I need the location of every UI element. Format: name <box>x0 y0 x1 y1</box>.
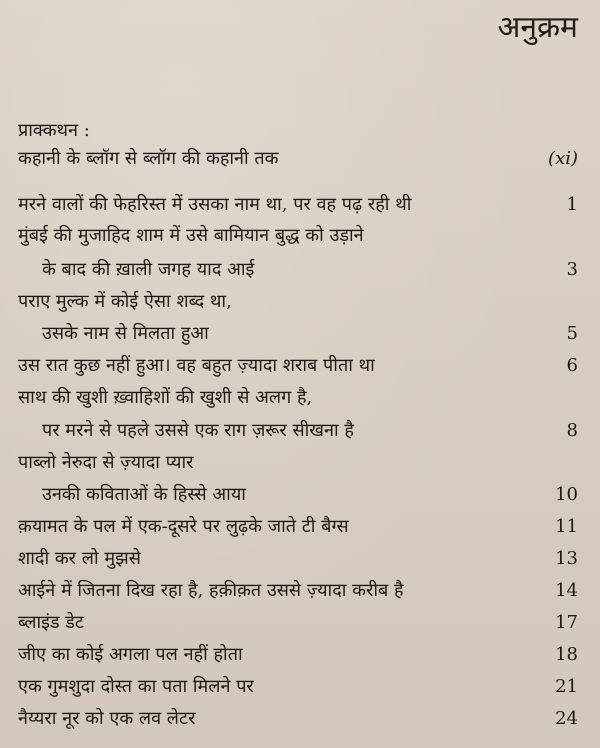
toc-row <box>18 256 578 284</box>
toc-row <box>18 288 578 316</box>
section-label: प्राक्कथन : <box>18 120 90 141</box>
toc-row <box>18 384 578 412</box>
toc-row <box>18 641 578 669</box>
toc-row <box>18 545 578 573</box>
toc-row <box>18 705 578 733</box>
toc-page: 5 <box>566 323 578 344</box>
toc-page: 14 <box>555 580 578 601</box>
toc-title: आईने में जितना दिख रहा है, हक़ीक़त उससे ज़्यादा करीब है <box>18 580 404 601</box>
toc-title: पर मरने से पहले उससे एक राग ज़रूर सीखना है <box>42 420 354 441</box>
toc-title: नैय्यरा नूर को एक लव लेटर <box>18 708 196 729</box>
toc-page: 6 <box>566 355 578 376</box>
toc-row <box>18 609 578 637</box>
toc-title: पाब्लो नेरुदा से ज़्यादा प्यार <box>18 452 194 473</box>
toc-row <box>18 352 578 380</box>
toc-title: जीए का कोई अगला पल नहीं होता <box>18 644 243 665</box>
toc-row <box>18 222 578 250</box>
toc-title: कहानी के ब्लॉग से ब्लॉग की कहानी तक <box>18 148 279 169</box>
toc-page: 13 <box>555 548 578 569</box>
toc-page: 1 <box>566 194 578 215</box>
toc-row <box>18 191 578 219</box>
toc-row <box>18 673 578 701</box>
toc-title: साथ की खुशी ख़्वाहिशों की खुशी से अलग है, <box>18 387 313 408</box>
toc-page: 18 <box>555 644 578 665</box>
toc-row <box>18 481 578 509</box>
toc-title: उसके नाम से मिलता हुआ <box>42 323 209 344</box>
toc-title: ब्लाइंड डेट <box>18 612 85 633</box>
toc-row <box>18 577 578 605</box>
toc-page: 17 <box>555 612 578 633</box>
toc-title: मरने वालों की फेहरिस्त में उसका नाम था, पर वह पढ़ रही थी <box>18 194 412 215</box>
toc-row <box>18 417 578 445</box>
toc-page: 21 <box>555 676 578 697</box>
toc-page: 10 <box>555 484 578 505</box>
toc-row <box>18 145 578 173</box>
toc-page: 8 <box>566 420 578 441</box>
toc-title: मुंबई की मुजाहिद शाम में उसे बामियान बुद्ध को उड़ाने <box>18 225 364 246</box>
toc-title: एक गुमशुदा दोस्त का पता मिलने पर <box>18 676 254 697</box>
toc-page: 3 <box>566 259 578 280</box>
toc-row <box>18 513 578 541</box>
page-title: अनुक्रम <box>497 10 578 45</box>
toc-row <box>18 320 578 348</box>
toc-page: 24 <box>555 708 578 729</box>
toc-page: 11 <box>555 516 578 537</box>
toc-row <box>18 449 578 477</box>
toc-page: (xi) <box>548 148 578 169</box>
toc-title: पराए मुल्क में कोई ऐसा शब्द था, <box>18 291 232 312</box>
toc-title: क़यामत के पल में एक-दूसरे पर लुढ़के जाते टी बैग्स <box>18 516 349 537</box>
toc-title: उनकी कविताओं के हिस्से आया <box>42 484 246 505</box>
toc-title: के बाद की ख़ाली जगह याद आई <box>42 259 255 280</box>
toc-title: उस रात कुछ नहीं हुआ। वह बहुत ज़्यादा शराब पीता था <box>18 355 375 376</box>
toc-title: शादी कर लो मुझसे <box>18 548 141 569</box>
